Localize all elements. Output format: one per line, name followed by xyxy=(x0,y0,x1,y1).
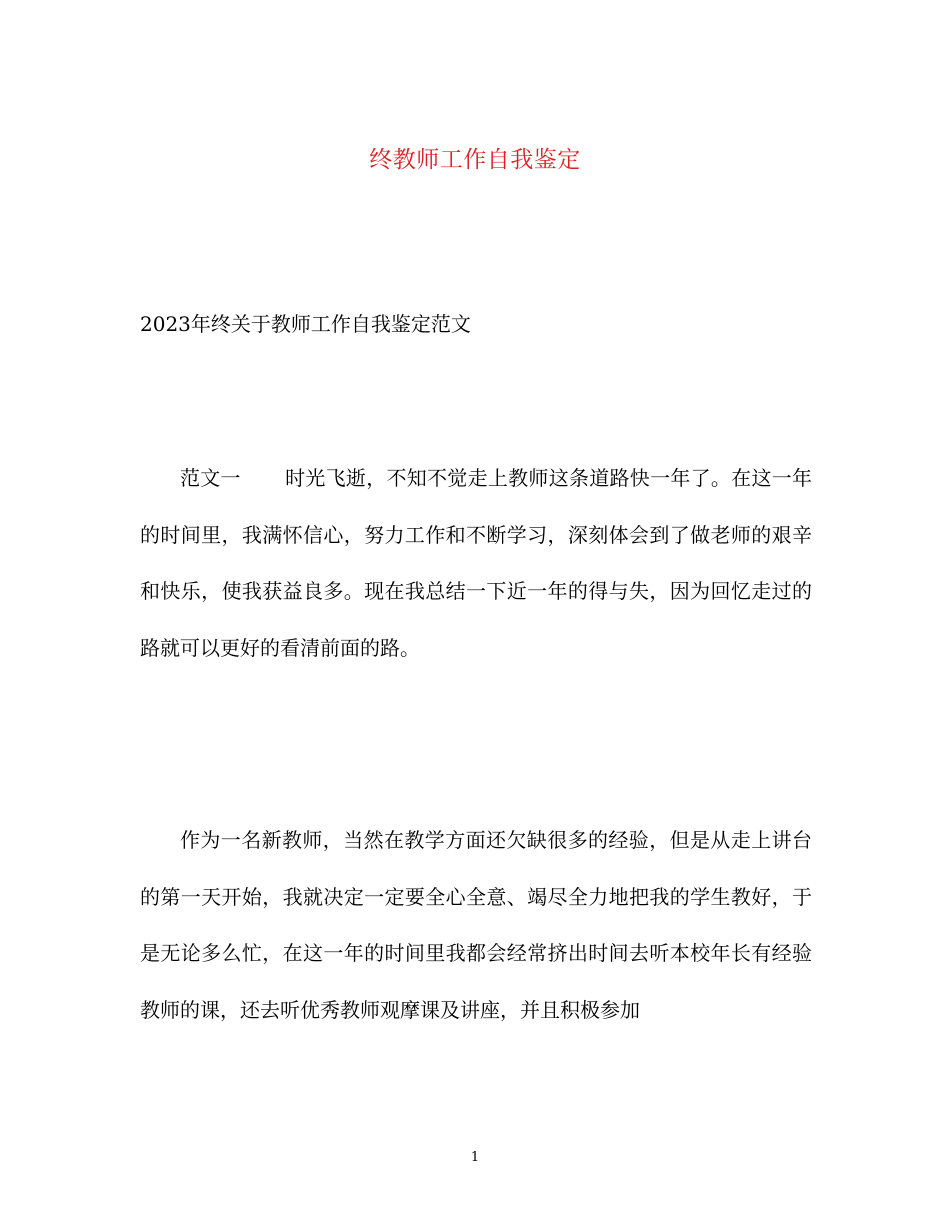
paragraph-lead: 范文一 xyxy=(180,466,241,490)
paragraph-text: 时光飞逝，不知不觉走上教师这条道路快一年了。在这一年的时间里，我满怀信心，努力工作和不断学习，深刻体会到了做老师的艰辛和快乐，使我获益良多。现在我总结一下近一年的得与失，因为回忆走过的路就可以更好的看清前面的路。 xyxy=(140,466,813,660)
paragraph-text: 作为一名新教师，当然在教学方面还欠缺很多的经验，但是从走上讲台的第一天开始，我就决定一定要全心全意、竭尽全力地把我的学生教好，于是无论多么忙，在这一年的时间里我都会经常挤出时间去听本校年长有经验教师的课，还去听优秀教师观摩课及讲座，并且积极参加 xyxy=(140,828,812,1022)
paragraph xyxy=(140,812,812,1038)
paragraph xyxy=(140,450,812,676)
document-subtitle: 2023年终关于教师工作自我鉴定范文 xyxy=(140,312,471,336)
page-number: 1 xyxy=(470,1150,480,1165)
document-title: 终教师工作自我鉴定 xyxy=(369,147,581,173)
